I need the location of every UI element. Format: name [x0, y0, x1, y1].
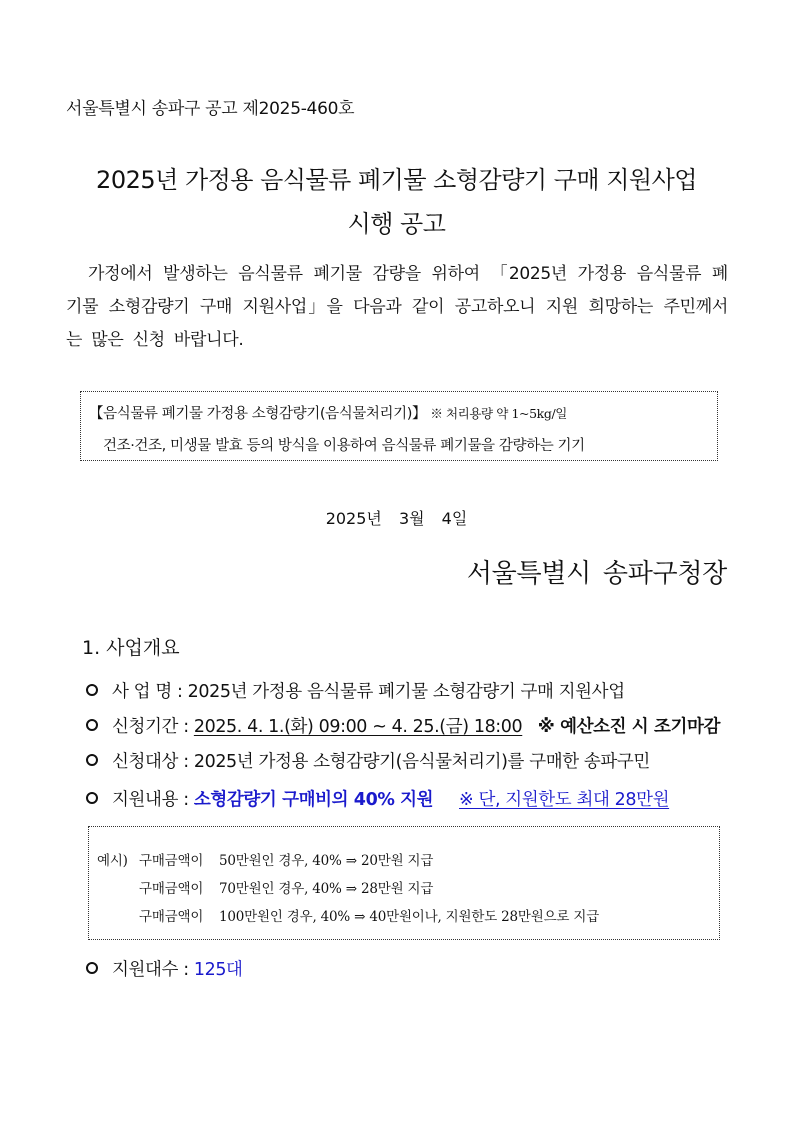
- item-support-count: 지원대수 : 125대: [86, 956, 243, 981]
- example-row: 구매금액이 50만원인 경우, 40% ⇒ 20만원 지급: [139, 853, 434, 869]
- circle-bullet-icon: [86, 792, 98, 804]
- item-value: 2025년 가정용 음식물류 폐기물 소형감량기 구매 지원사업: [187, 682, 625, 702]
- item-label: 신청대상: [112, 752, 179, 772]
- circle-bullet-icon: [86, 754, 98, 766]
- definition-heading: 【음식물류 폐기물 가정용 소형감량기(음식물처리기)】: [89, 406, 427, 422]
- notice-date: 2025년 3월 4일: [325, 509, 468, 528]
- early-close-note: ※ 예산소진 시 조기마감: [537, 717, 721, 737]
- example-row: 구매금액이 100만원인 경우, 40% ⇒ 40만원이나, 지원한도 28만원으로 지급: [139, 909, 600, 925]
- item-value: 125대: [193, 960, 243, 980]
- item-eligibility: 신청대상 : 2025년 가정용 소형감량기(음식물처리기)를 구매한 송파구민: [86, 748, 650, 773]
- title-line-1: 2025년 가정용 음식물류 폐기물 소형감량기 구매 지원사업: [96, 166, 697, 194]
- item-label: 사 업 명: [112, 682, 172, 702]
- item-label: 신청기간: [112, 717, 179, 737]
- capacity-note: ※ 처리용량 약 1~5kg/일: [430, 406, 567, 421]
- item-value: 소형감량기 구매비의 40% 지원: [193, 790, 434, 810]
- item-project-name: 사 업 명 : 2025년 가정용 음식물류 폐기물 소형감량기 구매 지원사업: [86, 678, 625, 703]
- item-label: 지원내용: [112, 790, 179, 810]
- example-box: [88, 826, 720, 940]
- example-row: 구매금액이 70만원인 경우, 40% ⇒ 28만원 지급: [139, 881, 434, 897]
- definition-box: [80, 391, 718, 461]
- definition-heading-line: [89, 402, 567, 423]
- item-value: 2025년 가정용 소형감량기(음식물처리기)를 구매한 송파구민: [193, 752, 650, 772]
- definition-description: 건조·건조, 미생물 발효 등의 방식을 이용하여 음식물류 폐기물을 감량하는 기기: [103, 438, 585, 454]
- issuer: 서울특별시 송파구청장: [466, 559, 727, 589]
- circle-bullet-icon: [86, 962, 98, 974]
- circle-bullet-icon: [86, 684, 98, 696]
- intro-paragraph: 가정에서 발생하는 음식물류 폐기물 감량을 위하여 「2025년 가정용 음식물류 폐기물 소형감량기 구매 지원사업」을 다음과 같이 공고하오니 지원 희망하는 주민께서는 많은 신청 바랍니다.: [66, 264, 728, 350]
- item-support-content: 지원내용 : 소형감량기 구매비의 40% 지원 ※ 단, 지원한도 최대 28만원: [86, 786, 669, 811]
- circle-bullet-icon: [86, 719, 98, 731]
- item-value: 2025. 4. 1.(화) 09:00 ~ 4. 25.(금) 18:00: [193, 717, 523, 737]
- support-limit-note: ※ 단, 지원한도 최대 28만원: [459, 790, 670, 810]
- item-application-period: 신청기간 : 2025. 4. 1.(화) 09:00 ~ 4. 25.(금) 18:00 ※ 예산소진 시 조기마감: [86, 713, 720, 738]
- section-heading: 1. 사업개요: [82, 637, 180, 659]
- notice-number: 서울특별시 송파구 공고 제2025-460호: [66, 99, 355, 119]
- item-label: 지원대수: [112, 960, 179, 980]
- title-line-2: 시행 공고: [347, 210, 446, 238]
- example-prefix: 예시): [97, 853, 128, 869]
